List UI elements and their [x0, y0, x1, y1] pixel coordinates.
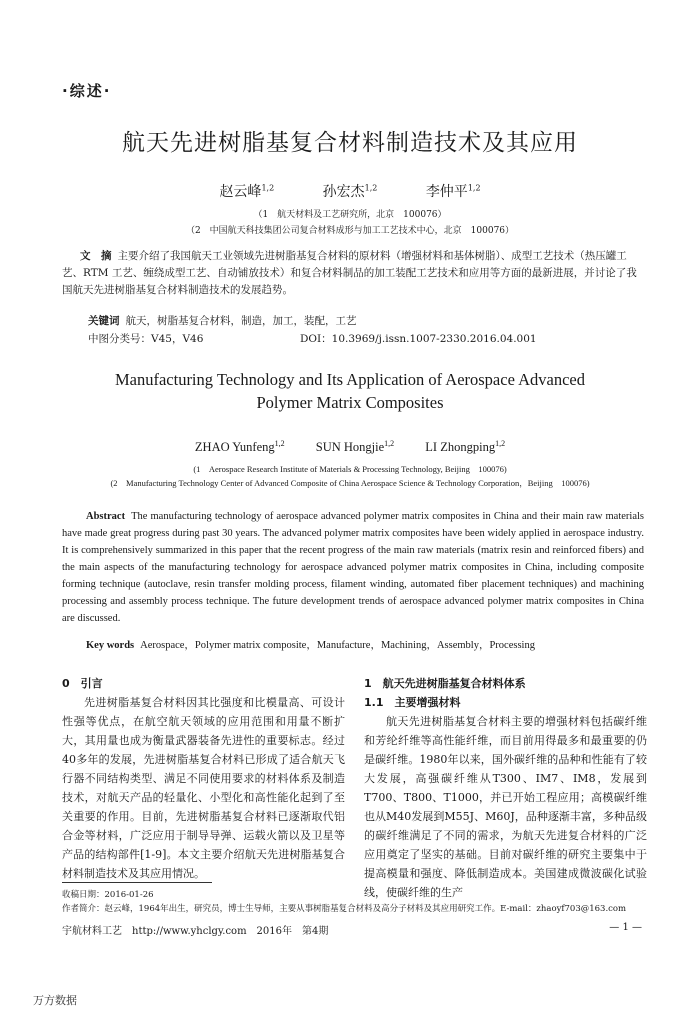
- section-1-1-text: 航天先进树脂基复合材料主要的增强材料包括碳纤维和芳纶纤维等高性能纤维，而目前用得最多和最重要的仍是碳纤维。1980年以来，国外碳纤维的品种和性能有了较大发展，高强碳纤维从T300、IM7、IM8，发展到T700、T800、T1000，并已开始工程应用；高模碳纤维也从M40发展到M55J、M60J，品种逐渐丰富，多种品级的碳纤维满足了不同的需求，为航天先进复合材料的广泛应用奠定了坚实的基础。目前对碳纤维的研究主要集中于提高模量和强度、降低制造成本。美国建成微波碳化试验线，使碳纤维的生产: [364, 715, 647, 899]
- watermark: 万方数据: [33, 994, 77, 1007]
- authors-en: [0, 440, 700, 455]
- authors-cn: [0, 181, 700, 201]
- keywords-en-text: Aerospace，Polymer matrix composite，Manufacture，Machining，Assembly，Processing: [140, 640, 535, 651]
- section-tag: ·综述·: [62, 82, 112, 100]
- column-left: [62, 674, 345, 883]
- page-number: — 1 —: [609, 922, 642, 933]
- abstract-en: [62, 508, 644, 627]
- keywords-cn-label: 关键词: [88, 315, 120, 327]
- abstract-en-label: Abstract: [86, 511, 126, 522]
- affiliation-cn-2: （2 中国航天科技集团公司复合材料成形与加工工艺技术中心，北京 100076）: [185, 226, 515, 236]
- abstract-cn-text: 主要介绍了我国航天工业领域先进树脂基复合材料的原材料（增强材料和基体树脂）、成型工艺技术（热压罐工艺、RTM 工艺、缠绕成型工艺、自动铺放技术）和复合材料制品的加工装配工艺技术和应用等方面的最新进展，并讨论了我国航天先进树脂基复合材料制造技术的发展趋势。: [62, 250, 637, 296]
- affiliation-en-1: (1 Aerospace Research Institute of Materials & Processing Technology, Beijing 100076): [193, 464, 507, 474]
- footnote-received: 收稿日期：2016-01-26: [62, 890, 154, 900]
- abstract-cn-label: 文 摘: [80, 250, 112, 262]
- section-0-text: 先进树脂基复合材料因其比强度和比模量高、可设计性强等优点，在航空航天领域的应用范围和用量不断扩大，其用量也成为衡量武器装备先进性的重要标志。经过40多年的发展，先进树脂基复合材料已形成了适合航天飞行器不同结构类型、满足不同使用要求的材料体系及制造技术，对航天产品的轻量化、小型化和高性能化起到了至关重要的作用。目前，先进树脂基复合材料已逐渐取代铝合金等材料，广泛应用于制导导弹、运载火箭以及卫星等产品的结构部件[1-9]。本文主要介绍航天先进树脂基复合材料制造技术及其应用情况。: [62, 696, 345, 880]
- abstract-cn: [62, 248, 642, 299]
- author-cn-1: 赵云峰$^{1,2}$: [219, 183, 275, 200]
- column-right: [364, 674, 647, 902]
- footnote-author-bio: 作者简介：赵云峰，1964年出生，研究员，博士生导师，主要从事树脂基复合材料及高分子材料及其应用研究工作。E-mail：zhaoyf703@163.com: [62, 904, 627, 914]
- section-1-1-heading: 1.1 主要增强材料: [364, 696, 461, 709]
- classification-code: 中图分类号：V45，V46: [88, 333, 204, 345]
- author-cn-2: 孙宏杰$^{1,2}$: [322, 183, 378, 200]
- journal-info: 宇航材料工艺 http://www.yhclgy.com 2016年 第4期: [62, 926, 329, 937]
- author-en-3: LI Zhongping$^{1,2}$: [425, 438, 506, 454]
- keywords-cn-text: 航天，树脂基复合材料，制造，加工，装配，工艺: [125, 315, 357, 327]
- keywords-en-label: Key words: [86, 640, 135, 651]
- affiliation-en-2: (2 Manufacturing Technology Center of Advanced Composite of China Aerospace Science & Technology Corporation，Beijing 100076): [110, 478, 590, 488]
- author-en-2: SUN Hongjie$^{1,2}$: [315, 438, 395, 454]
- classification-row: [88, 331, 548, 346]
- author-cn-3: 李仲平$^{1,2}$: [425, 183, 481, 200]
- keywords-en: [86, 637, 535, 652]
- title-cn: 航天先进树脂基复合材料制造技术及其应用: [122, 130, 578, 156]
- abstract-en-text: The manufacturing technology of aerospace advanced polymer matrix composites in China and their main raw materials have made great progress during past 30 years. The advanced polymer matrix composites have been widely applied in aerospace industry. It is comprehensively summarized in this paper that the recent progress of the main raw materials (matrix resin and reinforced fibers) and the main aspects of the manufacturing technology for aerospace advanced polymer matrix composites in China, including composite forming technique (autoclave, resin transfer molding process, filament winding, automated fiber placement techniques) and machining processing and assembly process technique. The future development trends of aerospace advanced polymer matrix composites in China are discussed.: [62, 511, 644, 624]
- keywords-cn: [88, 313, 357, 328]
- title-en: Manufacturing Technology and Its Application of Aerospace Advanced Polymer Matrix Composites: [114, 370, 586, 412]
- author-en-1: ZHAO Yunfeng$^{1,2}$: [194, 438, 285, 454]
- footnote-divider: [62, 882, 212, 883]
- page-footer: [62, 922, 642, 937]
- affiliation-cn-1: （1 航天材料及工艺研究所，北京 100076）: [253, 210, 447, 220]
- doi: DOI：10.3969/j.issn.1007-2330.2016.04.001: [300, 333, 537, 345]
- section-1-heading: 1 航天先进树脂基复合材料体系: [364, 677, 526, 690]
- section-0-heading: 0 引言: [62, 677, 103, 690]
